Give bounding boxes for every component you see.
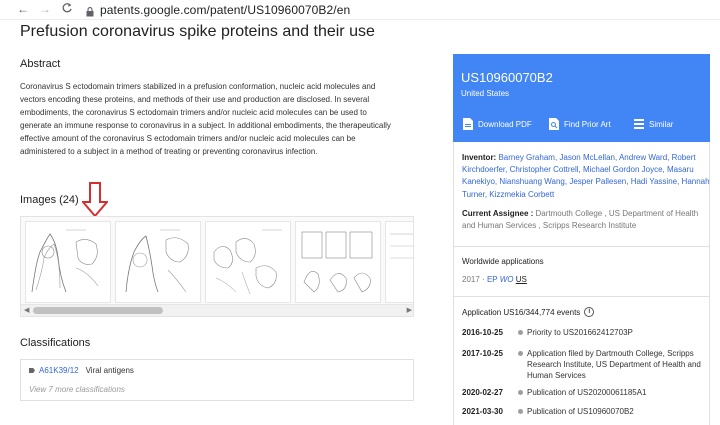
page-title: Prefusion coronavirus spike proteins and their use <box>20 23 375 40</box>
patent-country: United States <box>461 89 510 98</box>
worldwide-year: 2017 <box>462 275 480 284</box>
image-thumbnail[interactable] <box>25 221 111 303</box>
patent-number: US10960070B2 <box>461 70 553 85</box>
event-row <box>462 327 707 338</box>
image-thumbnail[interactable] <box>205 221 291 303</box>
image-thumbnail[interactable] <box>385 221 414 303</box>
more-classifications-link[interactable]: View 7 more classifications <box>29 385 125 394</box>
reload-icon[interactable] <box>60 2 74 16</box>
event-text: Publication of US20200061185A1 <box>527 388 647 397</box>
application-events-heading <box>462 307 594 317</box>
download-pdf-label: Download PDF <box>478 119 532 129</box>
event-row <box>462 406 707 417</box>
download-pdf-button[interactable] <box>463 118 532 130</box>
image-thumbnail[interactable] <box>295 221 381 303</box>
event-date: 2017-10-25 <box>462 349 503 358</box>
info-icon[interactable]: i <box>584 307 594 317</box>
inventor-label: Inventor: <box>462 153 497 162</box>
images-heading: Images (24) <box>20 194 79 206</box>
address-bar[interactable]: patents.google.com/patent/US10960070B2/en <box>100 3 351 17</box>
scroll-left-icon[interactable]: ◀ <box>24 307 30 314</box>
event-text: Priority to US201662412703P <box>527 328 633 337</box>
patent-summary-header <box>453 54 710 142</box>
worldwide-wo-link[interactable]: WO <box>499 275 514 284</box>
patent-details-panel <box>453 142 710 425</box>
find-prior-art-label: Find Prior Art <box>564 119 611 129</box>
event-date: 2016-10-25 <box>462 328 503 337</box>
classifications-heading: Classifications <box>20 337 91 349</box>
event-dot <box>518 390 523 395</box>
similar-label: Similar <box>649 119 674 129</box>
red-down-arrow-icon <box>82 182 108 218</box>
event-dot <box>518 351 523 356</box>
pdf-icon <box>463 118 473 130</box>
event-dot <box>518 409 523 414</box>
similar-list-icon <box>634 118 644 130</box>
similar-button[interactable] <box>634 118 673 130</box>
worldwide-separator: · <box>482 275 485 284</box>
classification-row <box>29 366 134 375</box>
divider <box>454 296 709 297</box>
image-thumbnail-strip[interactable] <box>20 216 414 317</box>
event-row <box>462 387 707 398</box>
find-prior-art-button[interactable] <box>549 118 611 130</box>
event-row <box>462 348 707 381</box>
tag-icon <box>29 368 35 373</box>
classification-code-link[interactable]: A61K39/12 <box>39 366 79 375</box>
abstract-text: Coronavirus S ectodomain trimers stabilized in a prefusion conformation, nucleic acid molecules and vectors encoding these proteins, and methods of their use and production are disclosed. In several embodiments, the coronavirus S ectodomain trimers and/or nucleic acid molecules can be used to generate an immune response to coronavirus in a subject. In additional embodiments, the therapeutically effective amount of the coronavirus S ectodomain trimers and/or nucleic acid molecules can be administered to a subject in a method of treating or preventing coronavirus infection. <box>20 82 391 157</box>
inventor-links[interactable]: Barney Graham, Jason McLellan, Andrew Ward, Robert Kirchdoerfer, Christopher Cottrell, Michael Gordon Joyce, Masaru Kanekiyo, Nianshuang Wang, Jesper Pallesen, Hadi Yassine, Hannah Turner, Kizzmekia Corbett <box>462 153 710 199</box>
search-doc-icon <box>549 118 559 130</box>
abstract-heading: Abstract <box>20 58 61 70</box>
inventors <box>462 152 710 201</box>
assignee-value: Dartmouth College , US Department of Health and Human Services , Scripps Research Institute <box>462 209 699 231</box>
image-thumbnail[interactable] <box>115 221 201 303</box>
classifications-box <box>20 359 414 401</box>
event-text: Publication of US10960070B2 <box>527 407 634 416</box>
worldwide-heading: Worldwide applications <box>462 257 544 266</box>
worldwide-us-link[interactable]: US <box>515 275 527 284</box>
current-assignee <box>462 208 710 232</box>
patent-actions <box>453 116 710 136</box>
forward-arrow-icon[interactable]: → <box>39 2 51 16</box>
back-arrow-icon[interactable]: ← <box>17 2 29 16</box>
worldwide-applications <box>462 275 527 284</box>
lock-icon <box>86 4 94 14</box>
browser-toolbar <box>0 0 720 20</box>
scroll-right-icon[interactable]: ▶ <box>406 307 412 314</box>
event-text: Application filed by Dartmouth College, Scripps Research Institute, US Department of Health and Human Services <box>527 349 701 380</box>
event-date: 2021-03-30 <box>462 407 503 416</box>
event-date: 2020-02-27 <box>462 388 503 397</box>
scrollbar-thumb[interactable] <box>33 307 163 314</box>
event-dot <box>518 330 523 335</box>
application-events-title: Application US16/344,774 events <box>462 307 581 317</box>
assignee-label: Current Assignee : <box>462 209 534 218</box>
classification-description: Viral antigens <box>85 366 134 375</box>
divider <box>454 246 709 247</box>
thumbnail-scrollbar[interactable] <box>21 304 414 316</box>
worldwide-ep-link[interactable]: EP <box>486 275 498 284</box>
